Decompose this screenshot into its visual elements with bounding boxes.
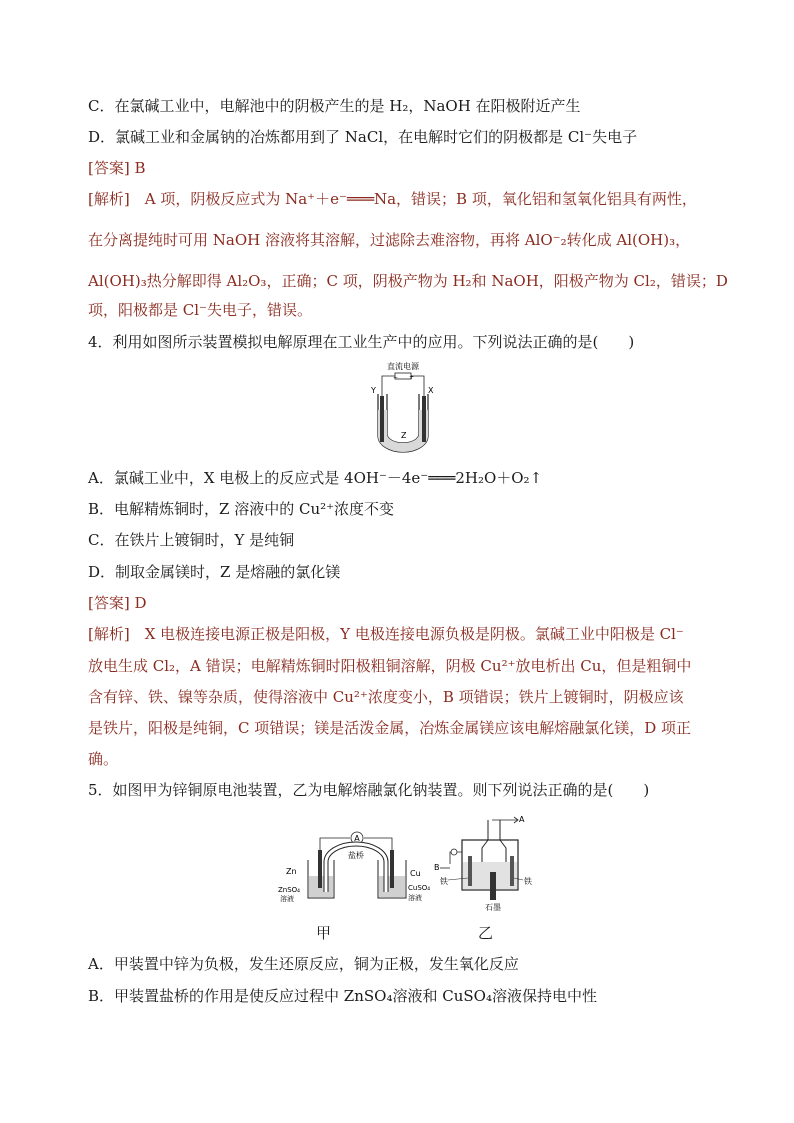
q4-power-label: 直流电源 bbox=[387, 362, 419, 371]
cu-label: Cu bbox=[410, 869, 421, 878]
electrode-x bbox=[422, 396, 426, 442]
iron-electrode-left bbox=[468, 856, 472, 886]
q4-option-c: C．在铁片上镀铜时，Y 是纯铜 bbox=[88, 531, 295, 549]
q3-analysis-line-4: 项，阳极都是 Cl⁻失电子，错误。 bbox=[88, 301, 312, 319]
cuso4-solution-label: 溶液 bbox=[408, 894, 422, 902]
q4-electrolysis-figure bbox=[368, 360, 438, 455]
caption-yi: 乙 bbox=[478, 924, 494, 942]
outlet-a-label: A bbox=[519, 815, 525, 824]
q5-electrolysis-cell-figure bbox=[432, 812, 542, 912]
q4-analysis-line-2: 放电生成 Cl₂，A 错误；电解精炼铜时阳极粗铜溶解，阴极 Cu²⁺放电析出 Cu，但是粗铜中 bbox=[88, 657, 692, 675]
q4-option-d: D．制取金属镁时，Z 是熔融的氯化镁 bbox=[88, 563, 341, 581]
q4-analysis-line-5: 确。 bbox=[88, 750, 119, 768]
q3-option-c: C．在氯碱工业中，电解池中的阴极产生的是 H₂，NaOH 在阳极附近产生 bbox=[88, 97, 581, 115]
q3-option-d: D．氯碱工业和金属钠的冶炼都用到了 NaCl，在电解时它们的阴极都是 Cl⁻失电子 bbox=[88, 128, 638, 146]
iron-left-label: 铁 bbox=[440, 877, 448, 886]
q5-option-b: B．甲装置盐桥的作用是使反应过程中 ZnSO₄溶液和 CuSO₄溶液保持电中性 bbox=[88, 987, 597, 1005]
znso4-solution-label: 溶液 bbox=[280, 895, 294, 903]
q4-analysis-tag: [解析] bbox=[88, 625, 130, 643]
plus-sign: + bbox=[409, 374, 415, 381]
q5-option-a: A．甲装置中锌为负极，发生还原反应，铜为正极，发生氧化反应 bbox=[88, 955, 519, 973]
q3-analysis-text-1: A 项，阴极反应式为 Na⁺＋e⁻═══Na，错误；B 项，氧化铝和氢氧化铝具有两性， bbox=[144, 190, 697, 208]
q4-analysis-line-3: 含有锌、铁、镍等杂质，使得溶液中 Cu²⁺浓度变小，B 项错误；铁片上镀铜时，阴极应该 bbox=[88, 688, 684, 706]
q3-analysis-line-3: Al(OH)₃热分解即得 Al₂O₃，正确；C 项，阴极产物为 H₂和 NaOH，阳极产物为 Cl₂，错误；D bbox=[88, 272, 728, 290]
q4-analysis-text-1: X 电极连接电源正极是阳极，Y 电极连接电源负极是阴极。氯碱工业中阳极是 Cl⁻ bbox=[144, 625, 684, 643]
q3-answer: [答案] B bbox=[88, 159, 146, 177]
solution-z-label: Z bbox=[401, 431, 407, 440]
graphite-electrode bbox=[490, 872, 496, 900]
q5-stem: 5．如图甲为锌铜原电池装置，乙为电解熔融氯化钠装置。则下列说法正确的是( ) bbox=[88, 781, 650, 799]
iron-electrode-right bbox=[510, 856, 514, 886]
valve bbox=[451, 849, 457, 855]
salt-bridge-label: 盐桥 bbox=[348, 851, 364, 860]
q3-analysis-line-1 bbox=[88, 189, 748, 209]
minus-sign: − bbox=[393, 374, 399, 381]
cu-electrode bbox=[390, 850, 394, 888]
iron-right-label: 铁 bbox=[524, 877, 532, 886]
electrode-y-label: Y bbox=[371, 386, 376, 395]
zn-label: Zn bbox=[286, 867, 297, 876]
q3-analysis-line-2: 在分离提纯时可用 NaOH 溶液将其溶解，过滤除去难溶物，再将 AlO⁻₂转化成 Al(OH)₃， bbox=[88, 231, 691, 249]
electrode-y bbox=[380, 396, 384, 442]
znso4-label: ZnSO₄ bbox=[278, 886, 300, 894]
q5-galvanic-cell-figure bbox=[272, 818, 432, 910]
q4-answer: [答案] D bbox=[88, 594, 147, 612]
q4-analysis-line-1 bbox=[88, 624, 748, 644]
caption-jia: 甲 bbox=[316, 924, 332, 942]
q4-option-a: A．氯碱工业中，X 电极上的反应式是 4OH⁻－4e⁻═══2H₂O＋O₂↑ bbox=[88, 469, 543, 487]
electrode-x-label: X bbox=[428, 386, 434, 395]
q4-analysis-line-4: 是铁片，阳极是纯铜，C 项错误；镁是活泼金属，冶炼金属镁应该电解熔融氯化镁，D 项正 bbox=[88, 719, 692, 737]
q4-option-b: B．电解精炼铜时，Z 溶液中的 Cu²⁺浓度不变 bbox=[88, 500, 395, 518]
graphite-label: 石墨 bbox=[485, 903, 501, 912]
ammeter-label: A bbox=[354, 834, 360, 843]
zn-electrode bbox=[318, 850, 322, 888]
q3-analysis-tag: [解析] bbox=[88, 190, 130, 208]
outlet-b-label: B bbox=[434, 863, 440, 872]
cuso4-label: CuSO₄ bbox=[408, 884, 431, 892]
q4-stem: 4．利用如图所示装置模拟电解原理在工业生产中的应用。下列说法正确的是( ) bbox=[88, 333, 635, 351]
